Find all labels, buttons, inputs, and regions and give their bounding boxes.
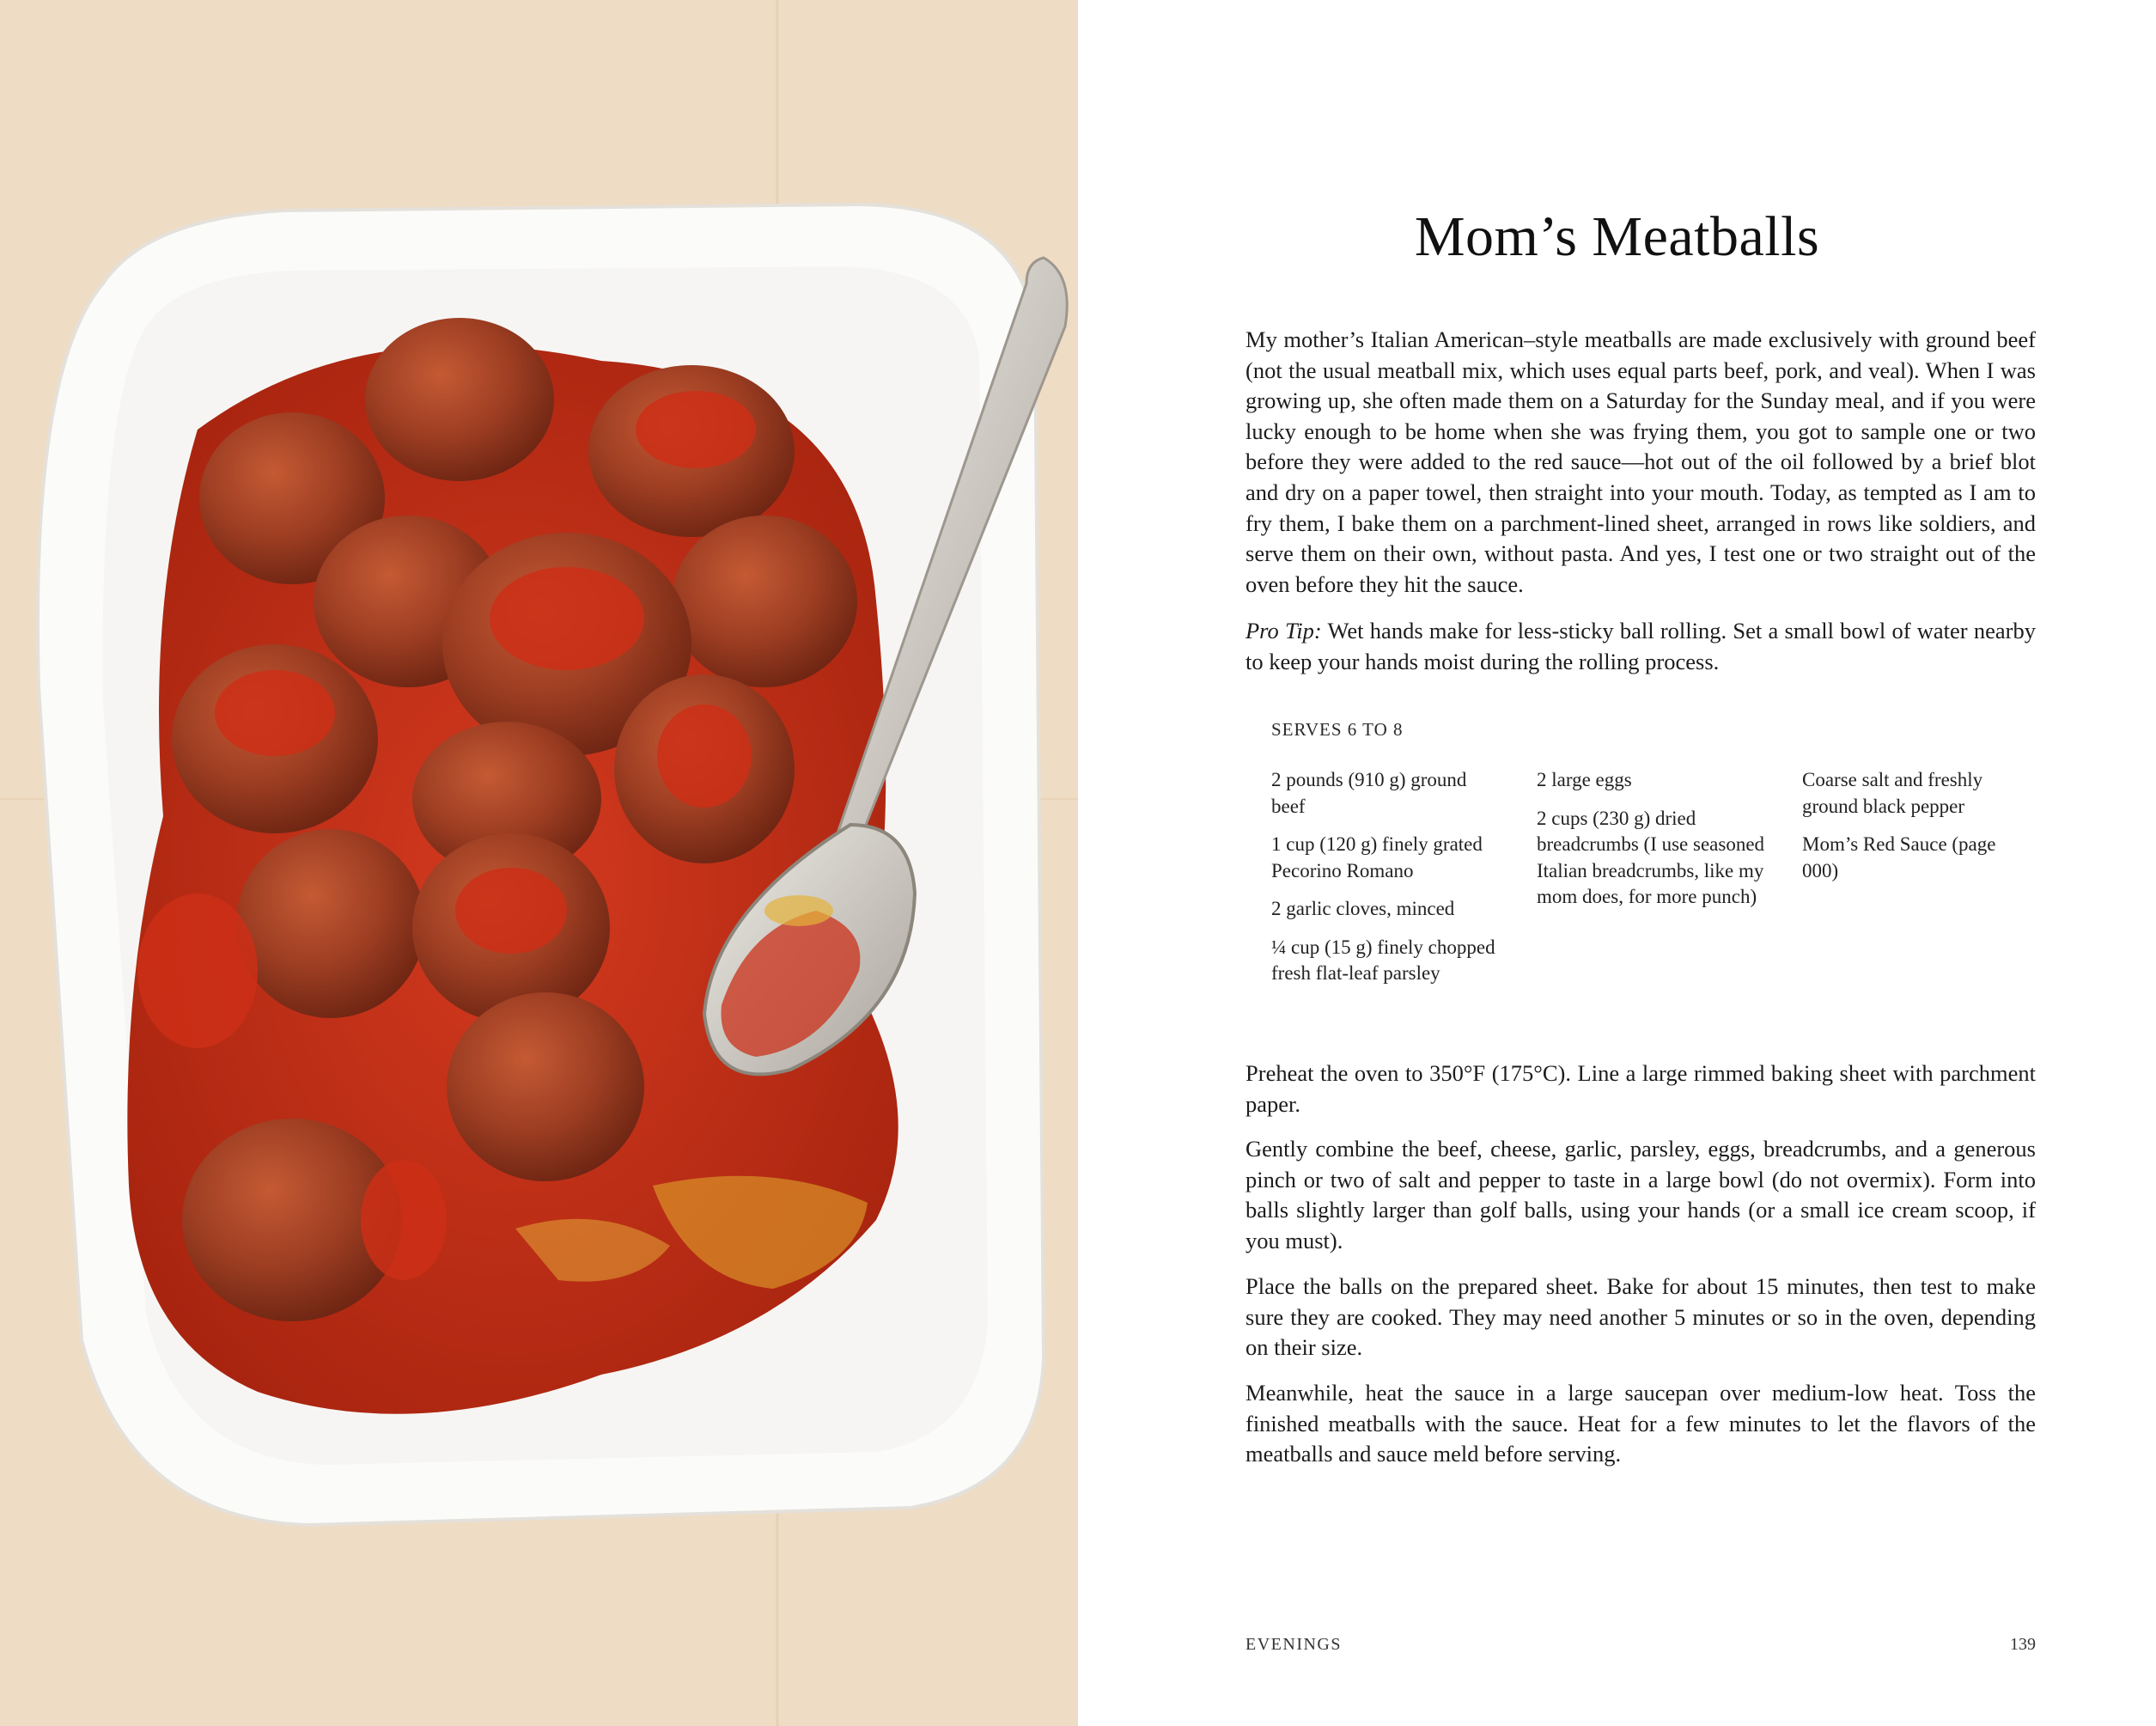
ingredient-item: 2 garlic cloves, minced	[1271, 898, 1455, 919]
ingredient-item: Mom’s Red Sauce (page 000)	[1802, 833, 1996, 881]
ingredient-item: 1 cup (120 g) finely grated Pecorino Romano	[1271, 833, 1483, 881]
recipe-page	[1078, 0, 2156, 1726]
ingredient-item: Coarse salt and freshly ground black pepper	[1802, 769, 1983, 817]
ingredient-item: 2 large eggs	[1537, 769, 1632, 790]
method-step: Place the balls on the prepared sheet. Bake for about 15 minutes, then test to make sure they are cooked. They may need another 5 minutes or so in the oven, depending on their size.	[1245, 1273, 2036, 1361]
recipe-intro: My mother’s Italian American–style meatballs are made exclusively with ground beef (not the usual meatball mix, which uses equal parts beef, pork, and veal). When I was growing up, she often made them on a Saturday for the Sunday meal, and if you were lucky enough to be home when she was frying them, you got to sample one or two before they were added to the red sauce—hot out of the oil followed by a brief blot and dry on a paper towel, then straight into your mouth. Today, as tempted as I am to fry them, I bake them on a parchment-lined sheet, arranged in rows like soldiers, and serve them on their own, without pasta. And yes, I test one or two straight out of the oven before they hit the sauce.	[1245, 326, 2036, 597]
pro-tip	[1245, 616, 2036, 677]
pro-tip-label: Pro Tip:	[1245, 618, 1322, 643]
ingredient-item: ¼ cup (15 g) finely chopped fresh flat-leaf parsley	[1271, 936, 1495, 984]
ingredient-item: 2 pounds (910 g) ground beef	[1271, 769, 1467, 817]
ingredients-column-2	[1537, 767, 1769, 923]
serves-label: SERVES 6 TO 8	[1271, 719, 1404, 740]
footer-section-name: EVENINGS	[1245, 1635, 1342, 1654]
method-step: Gently combine the beef, cheese, garlic, parsley, eggs, breadcrumbs, and a generous pinch or two of salt and pepper to taste in a large bowl (do not overmix). Form into balls slightly larger than golf balls, using your hands (or a small ice cream scoop, if you must).	[1245, 1136, 2036, 1253]
ingredients-column-1	[1271, 767, 1503, 999]
pro-tip-text: Wet hands make for less-sticky ball rolling. Set a small bowl of water nearby to keep your hands moist during the rolling process.	[1245, 618, 2036, 674]
ingredients-column-3	[1802, 767, 2034, 896]
method-step: Meanwhile, heat the sauce in a large saucepan over medium-low heat. Toss the finished meatballs with the sauce. Heat for a few minutes to let the flavors of the meatballs and sauce meld before serving.	[1245, 1380, 2036, 1467]
recipe-title: Mom’s Meatballs	[1414, 205, 1820, 268]
method-step: Preheat the oven to 350°F (175°C). Line a large rimmed baking sheet with parchment paper.	[1245, 1060, 2036, 1117]
page-number: 139	[2010, 1635, 2036, 1654]
ingredient-item: 2 cups (230 g) dried breadcrumbs (I use seasoned Italian breadcrumbs, like my mom does, for more punch)	[1537, 807, 1765, 907]
